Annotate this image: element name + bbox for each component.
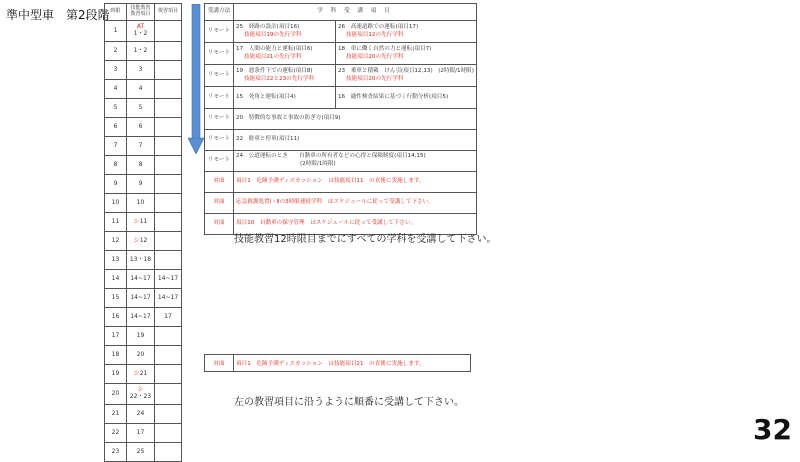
review-item-cell [155, 42, 182, 61]
technical-item-cell [127, 346, 155, 365]
schedule-row [105, 99, 182, 118]
technical-item-cell [127, 21, 155, 42]
prerequisite-note: 技能項目21の先行学科 [244, 53, 302, 60]
schedule-row [105, 137, 182, 156]
item-value: 1・2 [133, 46, 148, 54]
review-item-cell: 14~17 [155, 270, 182, 289]
review-item-cell: 14~17 [155, 289, 182, 308]
review-item-cell [155, 156, 182, 175]
method-cell: 対面 [205, 172, 234, 193]
technical-schedule-table [104, 3, 182, 462]
period-cell: 9 [105, 175, 127, 194]
period-cell: 21 [105, 405, 127, 424]
item-value: 12 [139, 236, 148, 244]
method-cell: リモート [205, 65, 234, 87]
schedule-row [105, 346, 182, 365]
down-arrow-icon [188, 4, 204, 154]
subject-pair-row [205, 65, 477, 87]
period-cell: 2 [105, 42, 127, 61]
review-item-cell [155, 175, 182, 194]
technical-item-cell [127, 365, 155, 384]
method-cell: リモート [205, 130, 234, 151]
review-item-cell [155, 61, 182, 80]
note-complete-by-12: 技能教習12時限目までにすべての学科を受講して下さい。 [234, 234, 497, 245]
item-value: 13・18 [129, 255, 152, 263]
header-technical-item: 技能教習 教習項目 [127, 4, 155, 21]
technical-item-cell [127, 194, 155, 213]
item-value: 17 [136, 428, 145, 436]
subject-text: 18 車に働く自然の力と運転(項目7) [338, 45, 432, 52]
taimen-row [205, 193, 477, 214]
review-item-cell [155, 99, 182, 118]
technical-item-cell [127, 327, 155, 346]
technical-item-cell [127, 251, 155, 270]
subject-pair-row [205, 87, 477, 109]
period-cell: 19 [105, 365, 127, 384]
review-item-cell [155, 365, 182, 384]
period-cell: 10 [105, 194, 127, 213]
item-value: 10 [136, 198, 145, 206]
technical-item-cell [127, 308, 155, 327]
item-value-2: 22・23 [129, 393, 152, 400]
subject-text: 22 駐車と停車(項目11) [236, 136, 300, 143]
technical-item-cell [127, 443, 155, 462]
review-item-cell [155, 213, 182, 232]
technical-item-cell [127, 99, 155, 118]
header-method: 受講方法 [205, 4, 234, 21]
item-value: 24 [136, 409, 145, 417]
review-item-cell [155, 80, 182, 99]
schedule-row [105, 405, 182, 424]
subject-left-cell [234, 87, 336, 109]
technical-item-cell [127, 61, 155, 80]
review-item-cell [155, 327, 182, 346]
schedule-row [105, 80, 182, 99]
period-cell: 11 [105, 213, 127, 232]
item-value: 5 [138, 103, 143, 111]
subject-left-cell [234, 21, 336, 43]
schedule-row [105, 156, 182, 175]
schedule-row [105, 213, 182, 232]
schedule-row [105, 251, 182, 270]
subject-full-row [205, 130, 477, 151]
subject-right-cell [336, 87, 477, 109]
item-value: 8 [138, 160, 143, 168]
technical-item-cell [127, 289, 155, 308]
page-number: 32 [753, 413, 792, 446]
header-period: 時限 [105, 4, 127, 21]
period-cell: 6 [105, 118, 127, 137]
technical-item-cell [127, 42, 155, 61]
period-cell: 5 [105, 99, 127, 118]
period-cell: 20 [105, 384, 127, 405]
bottom-taimen-table [204, 354, 471, 372]
taimen-row [205, 172, 477, 193]
subject-text: 26 高速道路での運転(項目17) [338, 23, 419, 30]
schedule-row [105, 365, 182, 384]
prerequisite-note: 技能項目20の先行学科 [346, 53, 404, 60]
period-cell: 23 [105, 443, 127, 462]
simulator-mark: シ [133, 236, 140, 244]
review-item-cell [155, 346, 182, 365]
period-cell: 3 [105, 61, 127, 80]
schedule-row [105, 21, 182, 42]
item-value: 9 [138, 179, 143, 187]
period-cell: 7 [105, 137, 127, 156]
subject-full-cell [234, 109, 477, 130]
subject-right-cell [336, 43, 477, 65]
header-subjects: 学 科 受 講 項 目 [234, 4, 477, 21]
schedule-row [105, 289, 182, 308]
schedule-row [105, 232, 182, 251]
technical-item-cell [127, 118, 155, 137]
review-item-cell [155, 424, 182, 443]
prerequisite-note: 技能項目20の先行学科 [346, 75, 404, 82]
period-cell: 1 [105, 21, 127, 42]
prerequisite-note: 技能項目22と23の先行学科 [244, 75, 315, 82]
period-cell: 18 [105, 346, 127, 365]
subject-text: 23 乗車と積載 けん引(項目12,13) (2時限/1時限) [338, 67, 474, 74]
note-follow-order: 左の教習項目に沿うように順番に受講して下さい。 [234, 397, 464, 408]
simulator-mark: シ [137, 386, 144, 394]
prerequisite-note: 技能項目19の先行学科 [244, 31, 302, 38]
technical-item-cell [127, 232, 155, 251]
period-cell: 13 [105, 251, 127, 270]
method-cell: リモート [205, 109, 234, 130]
subject-pair-row [205, 43, 477, 65]
simulator-mark: シ [133, 369, 140, 377]
subject-right-cell [336, 21, 477, 43]
method-cell: 対面 [205, 214, 234, 235]
subject-text: 16 適性検査結果に基づく行動分析(項目5) [338, 93, 449, 100]
period-cell: 15 [105, 289, 127, 308]
lecture-subjects-table [204, 3, 477, 235]
method-cell: リモート [205, 87, 234, 109]
item-value: 14~17 [130, 274, 151, 282]
review-item-cell: 17 [155, 308, 182, 327]
item-value: 14~17 [130, 293, 151, 301]
schedule-row [105, 118, 182, 137]
subject-full-row [205, 151, 477, 172]
subject-text: 24 公道運転のとき 自動車の所有者などの心得と保険制度(項目14,15) [236, 153, 426, 160]
method-cell: リモート [205, 43, 234, 65]
review-item-cell [155, 21, 182, 42]
technical-item-cell [127, 213, 155, 232]
period-cell: 17 [105, 327, 127, 346]
bottom-taimen-method: 対面 [205, 355, 234, 372]
period-cell: 12 [105, 232, 127, 251]
method-cell: 対面 [205, 193, 234, 214]
subject-full-cell [234, 151, 477, 172]
item-value: AT [136, 23, 145, 31]
schedule-row [105, 327, 182, 346]
bottom-taimen-text: 項目1 危険予測ディスカッション は技能項目21 の直後に実施します。 [234, 355, 471, 372]
technical-item-cell [127, 80, 155, 99]
item-value: 25 [136, 447, 145, 455]
schedule-row [105, 384, 182, 405]
item-value-2: 1・2 [133, 30, 148, 37]
method-cell: リモート [205, 21, 234, 43]
subject-right-cell [336, 65, 477, 87]
review-item-cell [155, 251, 182, 270]
item-value: 14~17 [130, 312, 151, 320]
subject-text: 17 人間の能力と運転(項目6) [236, 45, 313, 52]
item-value: 4 [138, 84, 143, 92]
review-item-cell [155, 118, 182, 137]
subject-text: 20 特徴的な事故と事故の防ぎ方(項目9) [236, 115, 341, 122]
technical-item-cell [127, 424, 155, 443]
review-item-cell [155, 443, 182, 462]
subject-left-cell [234, 65, 336, 87]
subject-subtext: (2時限/1時限) [300, 161, 336, 167]
subject-text: 19 悪条件下での運転(項目8) [236, 67, 313, 74]
review-item-cell [155, 137, 182, 156]
schedule-row [105, 270, 182, 289]
taimen-text: 項目10 自動車の保守管理 はスケジュールに従って受講して下さい。 [234, 214, 477, 235]
taimen-text: 応急救護処置Ⅰ・Ⅱの3時限連続学科 はスケジュールに従って受講して下さい。 [234, 193, 477, 214]
item-value: 3 [138, 65, 143, 73]
header-review-item: 復習項目 [155, 4, 182, 21]
schedule-row [105, 194, 182, 213]
schedule-row [105, 175, 182, 194]
subject-full-cell [234, 130, 477, 151]
technical-item-cell [127, 405, 155, 424]
period-cell: 16 [105, 308, 127, 327]
technical-item-cell [127, 175, 155, 194]
subject-left-cell [234, 43, 336, 65]
method-cell: リモート [205, 151, 234, 172]
item-value: 21 [139, 369, 148, 377]
item-value: 19 [136, 331, 145, 339]
technical-item-cell [127, 156, 155, 175]
schedule-row [105, 424, 182, 443]
period-cell: 14 [105, 270, 127, 289]
review-item-cell [155, 232, 182, 251]
subject-text: 15 死角と運転(項目4) [236, 93, 296, 100]
schedule-row [105, 308, 182, 327]
review-item-cell [155, 194, 182, 213]
item-value: 20 [136, 350, 145, 358]
simulator-mark: シ [133, 217, 140, 225]
subject-full-row [205, 109, 477, 130]
schedule-row [105, 443, 182, 462]
review-item-cell [155, 384, 182, 405]
item-value: 7 [138, 141, 143, 149]
review-item-cell [155, 405, 182, 424]
schedule-row [105, 42, 182, 61]
technical-item-cell [127, 384, 155, 405]
item-value: 11 [139, 217, 148, 225]
period-cell: 22 [105, 424, 127, 443]
taimen-text: 項目1 危険予測ディスカッション は技能項目11 の直後に実施します。 [234, 172, 477, 193]
period-cell: 8 [105, 156, 127, 175]
schedule-row [105, 61, 182, 80]
page-title: 準中型車 第2段階 [6, 8, 110, 22]
technical-item-cell [127, 137, 155, 156]
item-value: 6 [138, 122, 143, 130]
subject-text: 25 経路の設計(項目16) [236, 23, 300, 30]
technical-item-cell [127, 270, 155, 289]
subject-pair-row [205, 21, 477, 43]
period-cell: 4 [105, 80, 127, 99]
prerequisite-note: 技能項目12の先行学科 [346, 31, 404, 38]
